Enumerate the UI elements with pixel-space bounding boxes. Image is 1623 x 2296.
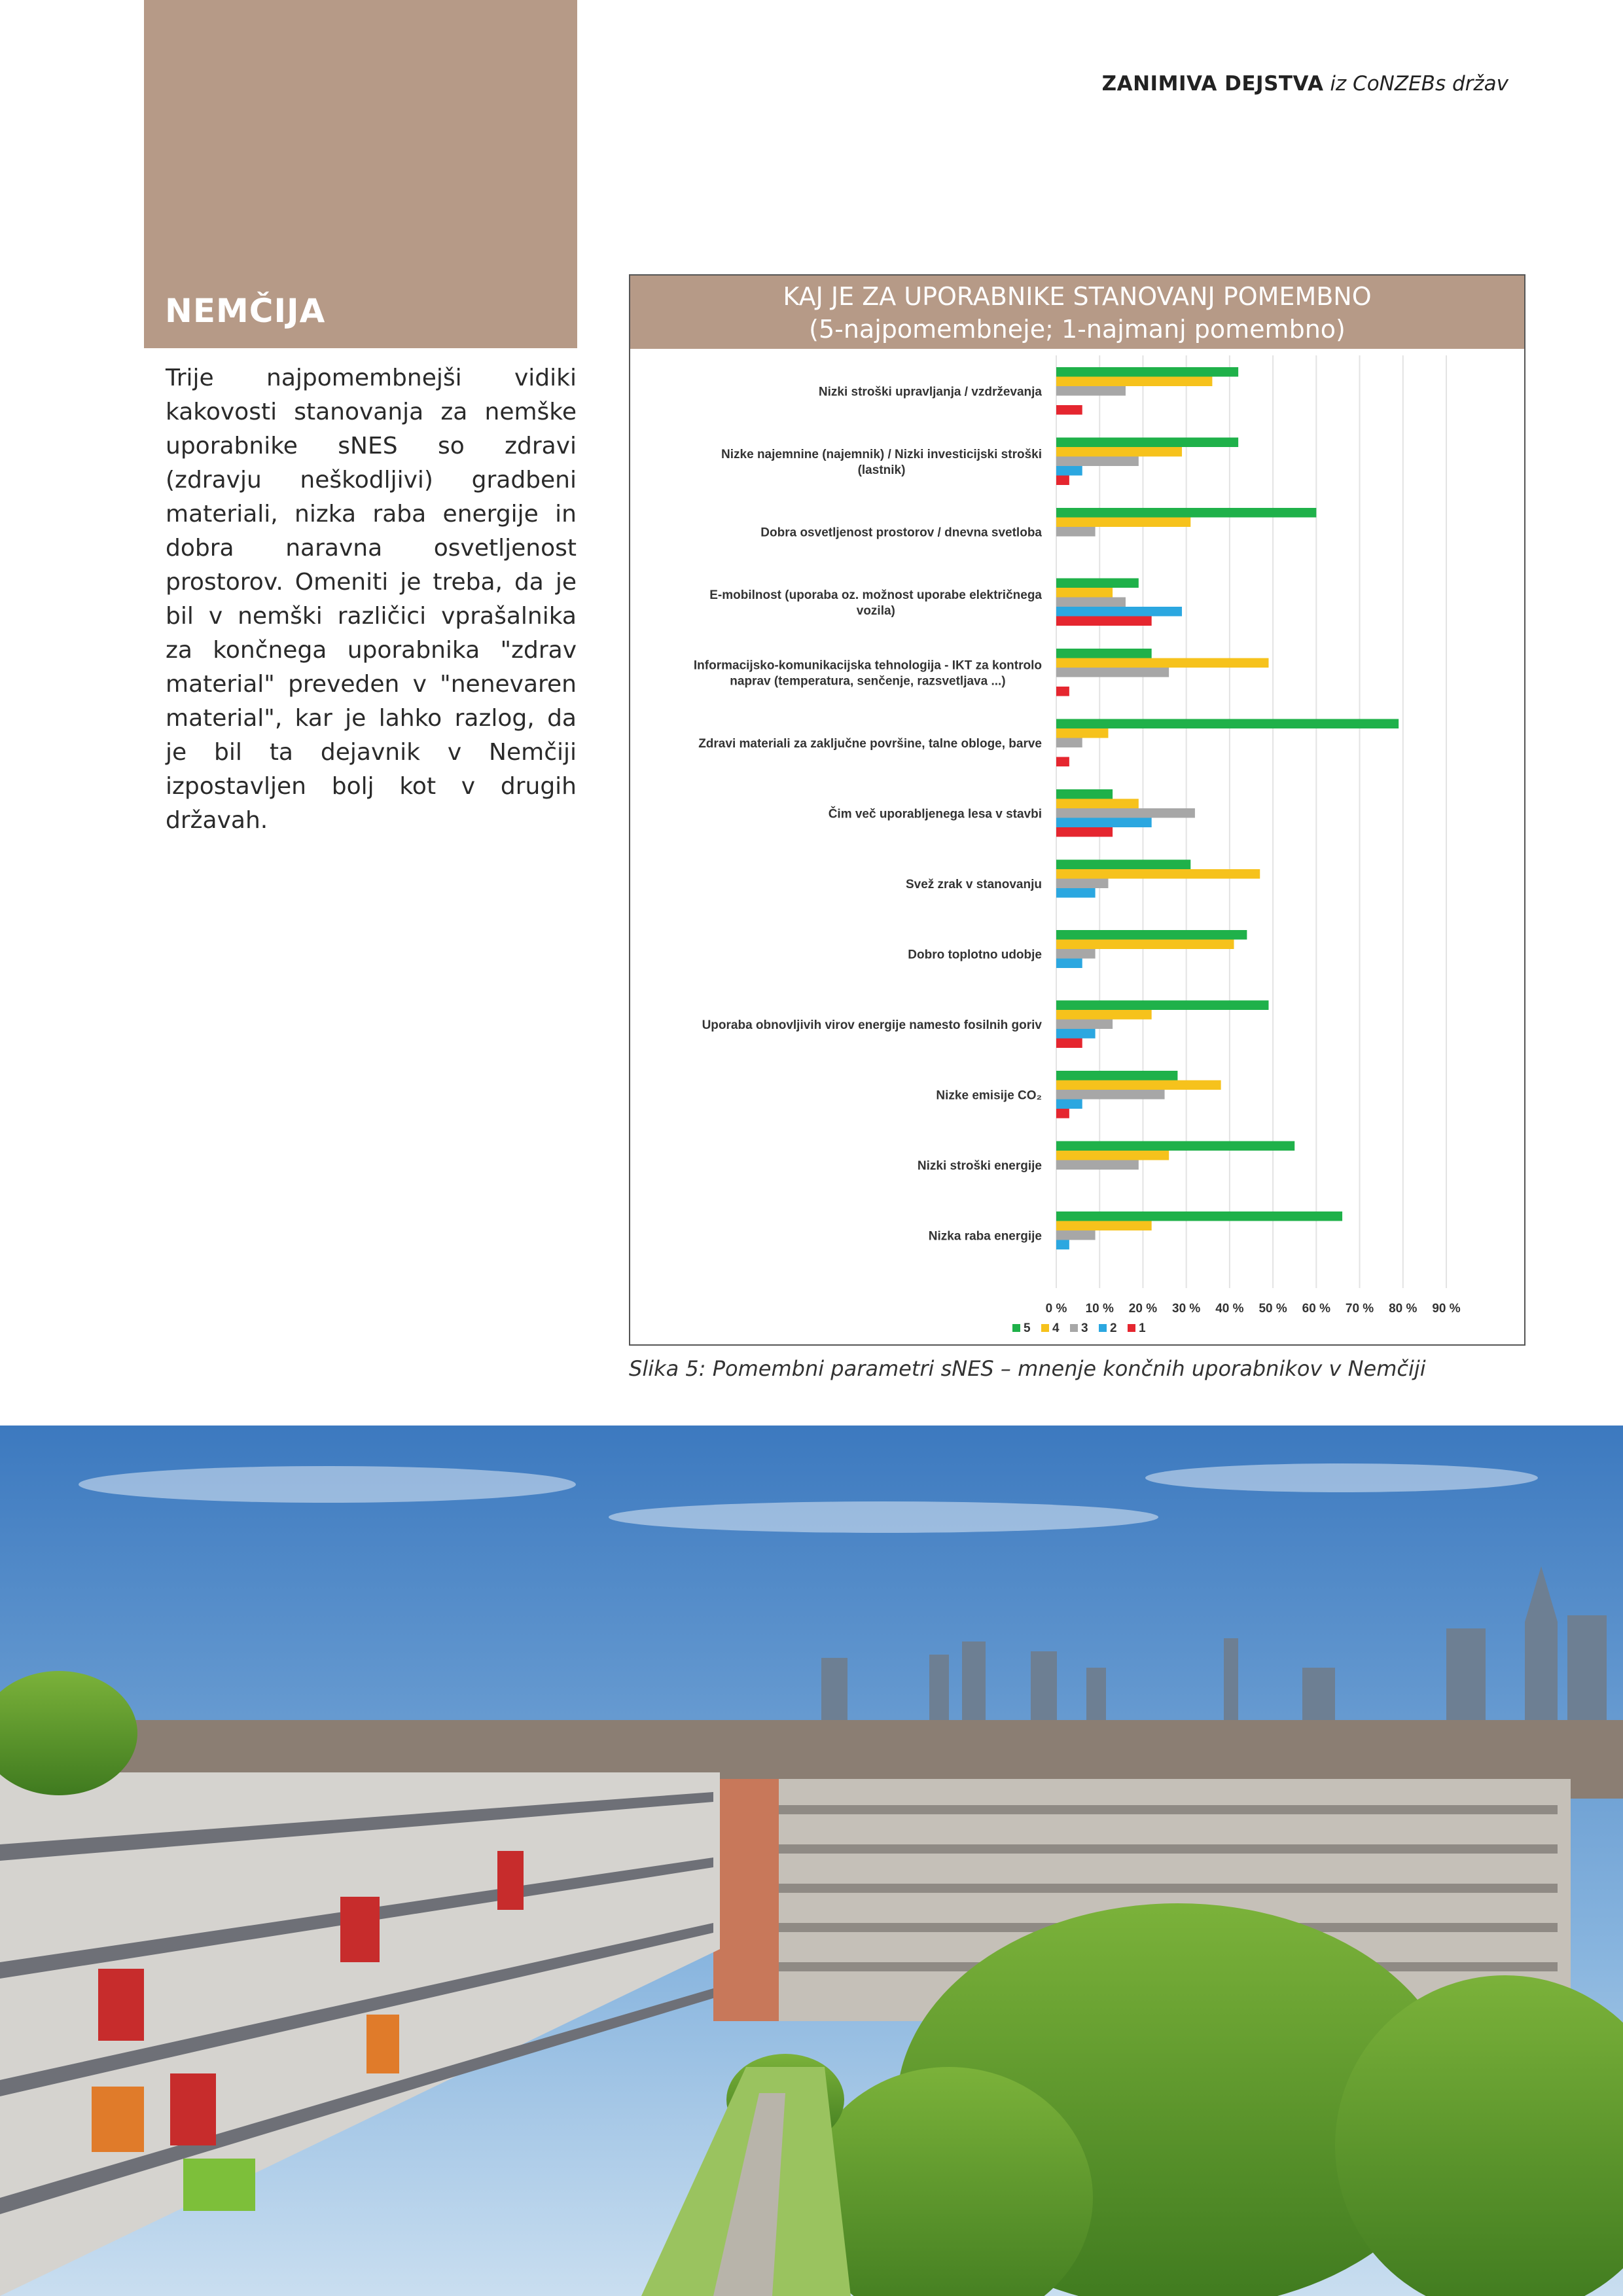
bar-3 xyxy=(1056,1160,1139,1170)
category-label: Zdravi materiali za zaključne površine, talne obloge, barve xyxy=(698,736,1042,751)
bar-2 xyxy=(1056,1029,1096,1039)
bar-chart xyxy=(630,349,1524,1344)
bar-5 xyxy=(1056,579,1139,588)
bar-5 xyxy=(1056,860,1190,870)
category-label: Dobro toplotno udobje xyxy=(908,948,1042,962)
x-axis-ticks xyxy=(1046,1302,1461,1316)
bar-3 xyxy=(1056,527,1096,537)
bar-3 xyxy=(1056,457,1139,467)
legend-swatch xyxy=(1041,1324,1049,1332)
bar-2 xyxy=(1056,818,1152,828)
bar-5 xyxy=(1056,438,1238,448)
chart-title: KAJ JE ZA UPORABNIKE STANOVANJ POMEMBNO xyxy=(783,282,1372,311)
bars xyxy=(1056,367,1399,1249)
bar-1 xyxy=(1056,476,1069,486)
category-labels xyxy=(694,385,1043,1243)
bar-4 xyxy=(1056,728,1108,738)
chart-title-bar xyxy=(630,276,1524,349)
bar-2 xyxy=(1056,1240,1069,1250)
bar-4 xyxy=(1056,940,1234,950)
x-tick-label: 80 % xyxy=(1389,1302,1418,1316)
x-tick-label: 50 % xyxy=(1258,1302,1287,1316)
bar-2 xyxy=(1056,607,1182,617)
legend-label: 5 xyxy=(1024,1321,1031,1335)
category-label: Nizki stroški energije xyxy=(917,1158,1042,1173)
bar-4 xyxy=(1056,658,1268,668)
bar-5 xyxy=(1056,1211,1342,1221)
bar-5 xyxy=(1056,719,1399,729)
category-label: (lastnik) xyxy=(857,463,906,477)
legend-swatch xyxy=(1099,1324,1107,1332)
bar-1 xyxy=(1056,617,1152,626)
bar-1 xyxy=(1056,1039,1082,1049)
running-head-subtitle: iz CoNZEBs držav xyxy=(1330,72,1508,96)
legend-label: 1 xyxy=(1139,1321,1146,1335)
body-paragraph: Trije najpomembnejši vidiki kakovosti stanovanja za nemške uporabnike sNES so zdravi (zdravju neškodljivi) gradbeni materiali, nizka raba energije in dobra naravna osvetljenost prostorov. Omeniti je treba, da je bil v nemški različici vprašalnika za končnega uporabnika "zdrav material" preveden v "nenevaren material", kar je lahko razlog, da je bil ta dejavnik v Nemčiji izpostavljen bolj kot v drugih državah. xyxy=(166,365,577,834)
bar-4 xyxy=(1056,377,1212,387)
bar-4 xyxy=(1056,869,1260,879)
bar-2 xyxy=(1056,888,1096,898)
bar-5 xyxy=(1056,1001,1268,1011)
x-tick-label: 10 % xyxy=(1085,1302,1114,1316)
bar-3 xyxy=(1056,879,1108,889)
category-label: Informacijsko-komunikacijska tehnologija - IKT za kontrolo xyxy=(693,658,1042,673)
legend-label: 3 xyxy=(1081,1321,1088,1335)
running-head xyxy=(1102,72,1508,96)
bar-3 xyxy=(1056,949,1096,959)
bar-1 xyxy=(1056,827,1113,837)
bar-2 xyxy=(1056,1100,1082,1109)
bar-4 xyxy=(1056,799,1139,809)
running-head-title: ZANIMIVA DEJSTVA xyxy=(1101,72,1324,96)
x-tick-label: 30 % xyxy=(1172,1302,1201,1316)
bar-4 xyxy=(1056,1151,1169,1160)
bar-5 xyxy=(1056,1071,1177,1081)
bar-3 xyxy=(1056,386,1126,396)
legend-swatch xyxy=(1128,1324,1135,1332)
bar-5 xyxy=(1056,789,1113,799)
legend xyxy=(1012,1321,1146,1335)
bar-5 xyxy=(1056,649,1152,658)
photo-illustration xyxy=(0,1426,1623,2296)
bar-4 xyxy=(1056,447,1182,457)
x-tick-label: 40 % xyxy=(1215,1302,1244,1316)
bar-3 xyxy=(1056,738,1082,748)
category-label: E-mobilnost (uporaba oz. možnost uporabe električnega xyxy=(709,588,1042,602)
photo-housing-courtyard xyxy=(0,1426,1623,2296)
bar-5 xyxy=(1056,367,1238,377)
category-label: Uporaba obnovljivih virov energije namesto fosilnih goriv xyxy=(702,1018,1042,1032)
bar-3 xyxy=(1056,1090,1165,1100)
bar-4 xyxy=(1056,1010,1152,1020)
legend-swatch xyxy=(1012,1324,1020,1332)
bar-1 xyxy=(1056,687,1069,696)
bar-4 xyxy=(1056,518,1190,528)
x-tick-label: 90 % xyxy=(1432,1302,1461,1316)
bar-2 xyxy=(1056,959,1082,969)
legend-swatch xyxy=(1070,1324,1078,1332)
bar-3 xyxy=(1056,1020,1113,1030)
bar-5 xyxy=(1056,1141,1294,1151)
bar-2 xyxy=(1056,466,1082,476)
bar-4 xyxy=(1056,588,1113,598)
country-banner xyxy=(144,0,577,348)
bar-4 xyxy=(1056,1081,1221,1090)
figure-caption: Slika 5: Pomembni parametri sNES – mnenje končnih uporabnikov v Nemčiji xyxy=(629,1356,1426,1381)
chart-figure xyxy=(629,274,1525,1346)
bar-5 xyxy=(1056,508,1316,518)
category-label: naprav (temperatura, senčenje, razsvetljava ...) xyxy=(730,674,1006,689)
legend-label: 2 xyxy=(1110,1321,1117,1335)
bar-3 xyxy=(1056,808,1195,818)
bar-3 xyxy=(1056,668,1169,677)
category-label: Svež zrak v stanovanju xyxy=(905,877,1042,891)
bar-1 xyxy=(1056,405,1082,415)
category-label: vozila) xyxy=(856,603,895,618)
chart-subtitle: (5-najpomembneje; 1-najmanj pomembno) xyxy=(809,315,1346,344)
category-label: Dobra osvetljenost prostorov / dnevna svetloba xyxy=(760,526,1042,540)
bar-4 xyxy=(1056,1221,1152,1231)
x-tick-label: 20 % xyxy=(1128,1302,1158,1316)
x-tick-label: 60 % xyxy=(1302,1302,1330,1316)
bar-1 xyxy=(1056,757,1069,767)
bar-3 xyxy=(1056,598,1126,607)
category-label: Nizka raba energije xyxy=(928,1229,1042,1244)
legend-label: 4 xyxy=(1052,1321,1060,1335)
category-label: Nizke najemnine (najemnik) / Nizki investicijski stroški xyxy=(721,447,1042,461)
country-title: NEMČIJA xyxy=(165,292,326,330)
x-tick-label: 70 % xyxy=(1345,1302,1374,1316)
category-label: Nizke emisije CO₂ xyxy=(936,1088,1042,1103)
bar-1 xyxy=(1056,1109,1069,1119)
x-tick-label: 0 % xyxy=(1045,1302,1067,1316)
category-label: Čim več uporabljenega lesa v stavbi xyxy=(828,807,1042,821)
bar-3 xyxy=(1056,1230,1096,1240)
category-label: Nizki stroški upravljanja / vzdrževanja xyxy=(818,385,1042,399)
bar-5 xyxy=(1056,930,1247,940)
